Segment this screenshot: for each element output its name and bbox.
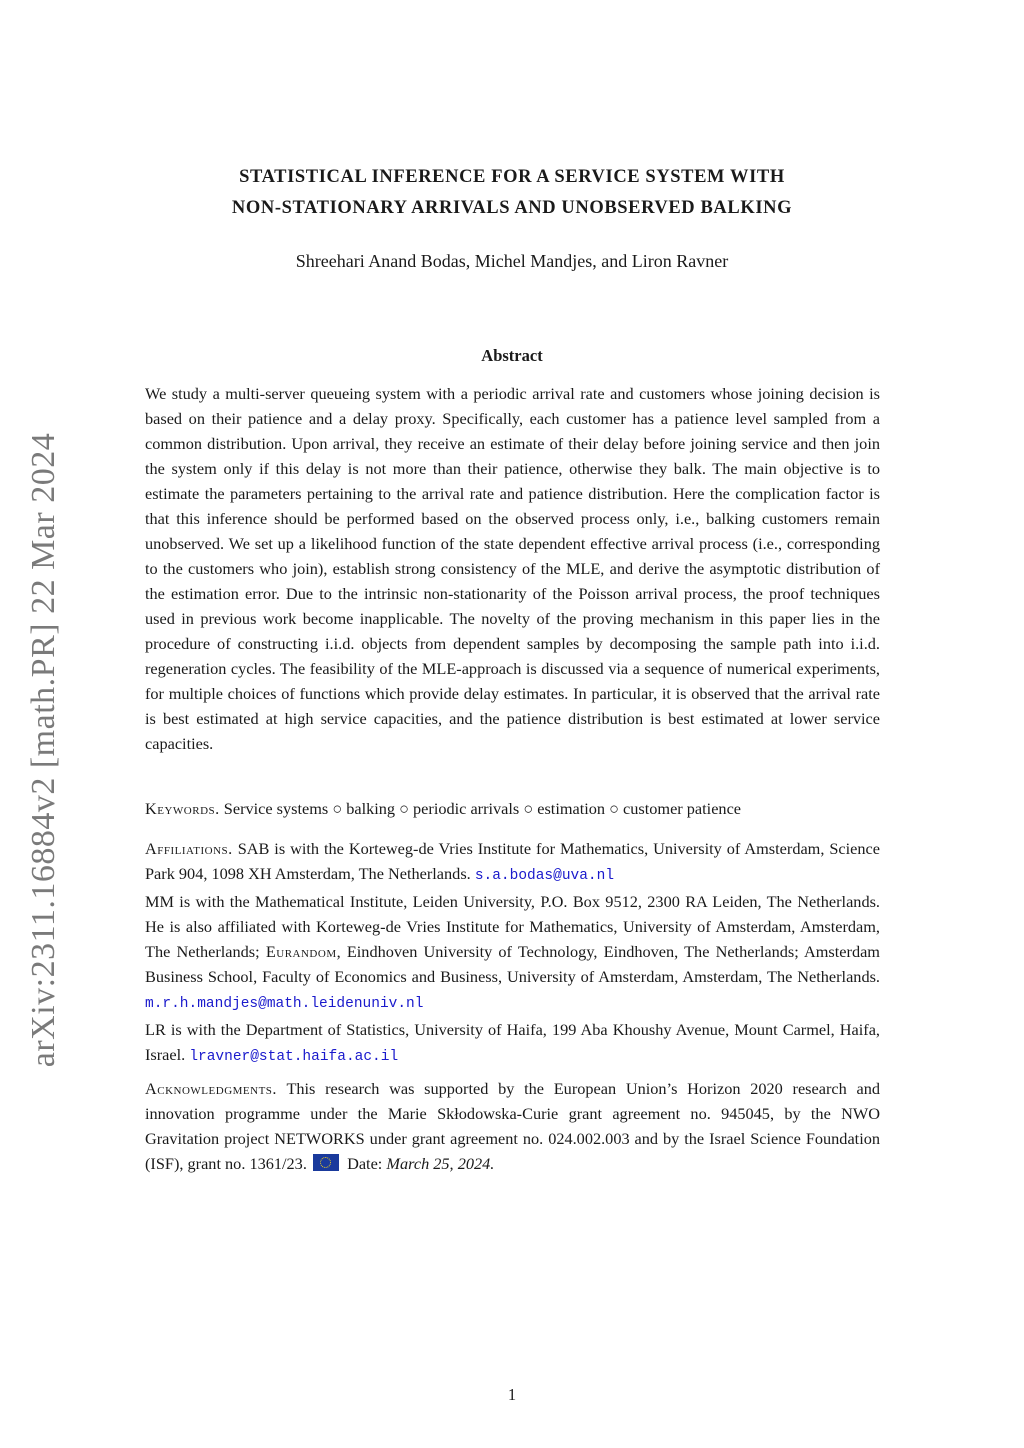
paper-title [110, 162, 914, 224]
author-list: Shreehari Anand Bodas, Michel Mandjes, and Liron Ravner [295, 251, 729, 271]
acknowledgments-label: Acknowledgments. [145, 1079, 277, 1098]
acknowledgments-text: This research was supported by the European Union’s Horizon 2020 research and innovation programme under the Marie Skłodowska-Curie grant agreement no. 945045, by the NWO Gravitation project NETWORKS under grant agreement no. 024.002.003 and by the Israel Science Foundation (ISF), grant no. 1361/23. [145, 1079, 880, 1173]
affiliations-label: Affiliations. [145, 839, 233, 858]
keywords-text: Service systems ○ balking ○ periodic arrivals ○ estimation ○ customer patience [223, 799, 742, 818]
keywords-section [145, 796, 880, 821]
date-label: Date: [347, 1154, 383, 1173]
affiliation-lr [145, 1017, 880, 1070]
abstract-heading: Abstract [481, 346, 543, 365]
affiliation-sab-text: SAB is with the Korteweg-de Vries Institute for Mathematics, University of Amsterdam, Science Park 904, 1098 XH Amsterdam, The Netherlands. [145, 839, 880, 883]
affiliation-mm-text: MM is with the Mathematical Institute, Leiden University, P.O. Box 9512, 2300 RA Leiden, The Netherlands. He is also affiliated with Korteweg-de Vries Institute for Mathematics, University of Amsterdam, Amsterdam, The Netherlands; [145, 892, 880, 961]
eu-flag-icon [313, 1154, 339, 1171]
acknowledgments-section [145, 1076, 880, 1176]
affiliation-sab [145, 836, 880, 889]
affiliation-mm-eurandom: Eurandom [265, 942, 337, 961]
email-link-mm[interactable]: m.r.h.mandjes@math.leidenuniv.nl [145, 996, 424, 1012]
arxiv-identifier-text: arXiv:2311.16884v2 [math.PR] 22 Mar 2024 [25, 432, 62, 1068]
abstract-body: We study a multi-server queueing system with a periodic arrival rate and customers whose joining decision is based on their patience and a delay proxy. Specifically, each customer has a patience level sampled from a common distribution. Upon arrival, they receive an estimate of their delay before joining service and then join the system only if this delay is not more than their patience, otherwise they balk. The main objective is to estimate the parameters pertaining to the arrival rate and patience distribution. Here the complication factor is that this inference should be performed based on the observed process only, i.e., balking customers remain unobserved. We set up a likelihood function of the state dependent effective arrival process (i.e., corresponding to the customers who join), establish strong consistency of the MLE, and derive the asymptotic distribution of the estimation error. Due to the intrinsic non-stationarity of the Poisson arrival process, the proof techniques used in previous work become inapplicable. The novelty of the proving mechanism in this paper lies in the procedure of constructing i.i.d. objects from dependent samples by decomposing the sample path into i.i.d. regeneration cycles. The feasibility of the MLE-approach is discussed via a sequence of numerical experiments, for multiple choices of functions which provide delay estimates. In particular, it is observed that the arrival rate is best estimated at high service capacities, and the patience distribution is best estimated at lower service capacities. [145, 384, 880, 753]
affiliations-section [145, 836, 880, 1070]
keywords-label: Keywords. [145, 799, 220, 818]
paper-title-line-2: NON-STATIONARY ARRIVALS AND UNOBSERVED BALKING [231, 198, 793, 218]
arxiv-identifier [14, 430, 74, 1070]
affiliation-lr-text: LR is with the Department of Statistics, University of Haifa, 199 Aba Khoushy Avenue, Mount Carmel, Haifa, Israel. [145, 1020, 880, 1064]
email-link-sab[interactable]: s.a.bodas@uva.nl [474, 868, 615, 884]
email-link-lr[interactable]: lravner@stat.haifa.ac.il [189, 1049, 399, 1065]
affiliation-mm-text-continued: , Eindhoven University of Technology, Eindhoven, The Netherlands; Amsterdam Business School, Faculty of Economics and Business, University of Amsterdam, Amsterdam, The Netherlands. [145, 942, 880, 986]
page-number: 1 [507, 1385, 517, 1404]
paper-title-line-1: STATISTICAL INFERENCE FOR A SERVICE SYSTEM WITH [239, 167, 785, 187]
affiliation-mm [145, 889, 880, 1017]
date-value: March 25, 2024. [386, 1154, 495, 1173]
